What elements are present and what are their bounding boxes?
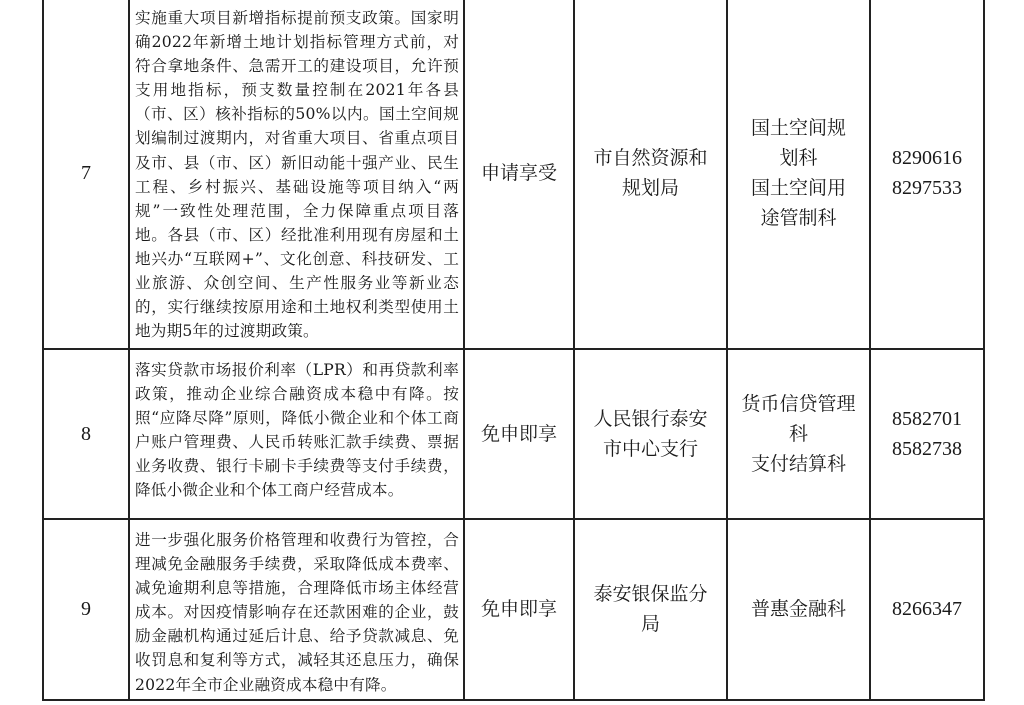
contact-phone: 8582701 8582738 [870, 349, 984, 519]
policy-description: 实施重大项目新增指标提前预支政策。国家明确2022年新增土地计划指标管理方式前，对符合拿地条件、急需开工的建设项目，允许预支用地指标，预支数量控制在2021年各县（市、区）核补指标的50%以内。国土空间规划编制过渡期内，对省重大项目、省重点项目及市、县（市、区）新旧动能十强产业、民生工程、乡村振兴、基础设施等项目纳入“两规”一致性处理范围，全力保障重点项目落地。各县（市、区）经批准利用现有房屋和土地兴办“互联网+”、文化创意、科技研发、工业旅游、众创空间、生产性服务业等新业态的，实行继续按原用途和土地权利类型使用土地为期5年的过渡期政策。 [129, 0, 464, 349]
responsible-department: 市自然资源和规划局 [574, 0, 727, 349]
responsible-department: 泰安银保监分局 [574, 519, 727, 700]
row-number: 9 [43, 519, 129, 700]
table-row [43, 0, 984, 349]
table-row [43, 349, 984, 519]
row-number: 8 [43, 349, 129, 519]
contact-phone: 8290616 8297533 [870, 0, 984, 349]
responsible-office: 普惠金融科 [727, 519, 870, 700]
responsible-department: 人民银行泰安市中心支行 [574, 349, 727, 519]
policy-description: 进一步强化服务价格管理和收费行为管控，合理减免金融服务手续费，采取降低成本费率、减免逾期利息等措施，合理降低市场主体经营成本。对因疫情影响存在还款困难的企业，鼓励金融机构通过延后计息、给予贷款减息、免收罚息和复利等方式，减轻其还息压力，确保2022年全市企业融资成本稳中有降。 [129, 519, 464, 700]
application-mode: 免申即享 [464, 519, 574, 700]
row-number: 7 [43, 0, 129, 349]
contact-phone: 8266347 [870, 519, 984, 700]
application-mode: 免申即享 [464, 349, 574, 519]
responsible-office: 国土空间规划科 国土空间用途管制科 [727, 0, 870, 349]
policy-table [42, 0, 985, 701]
responsible-office: 货币信贷管理科 支付结算科 [727, 349, 870, 519]
policy-description: 落实贷款市场报价利率（LPR）和再贷款利率政策，推动企业综合融资成本稳中有降。按照“应降尽降”原则，降低小微企业和个体工商户账户管理费、人民币转账汇款手续费、票据业务收费、银行卡刷卡手续费等支付手续费，降低小微企业和个体工商户经营成本。 [129, 349, 464, 519]
table-row [43, 519, 984, 700]
application-mode: 申请享受 [464, 0, 574, 349]
